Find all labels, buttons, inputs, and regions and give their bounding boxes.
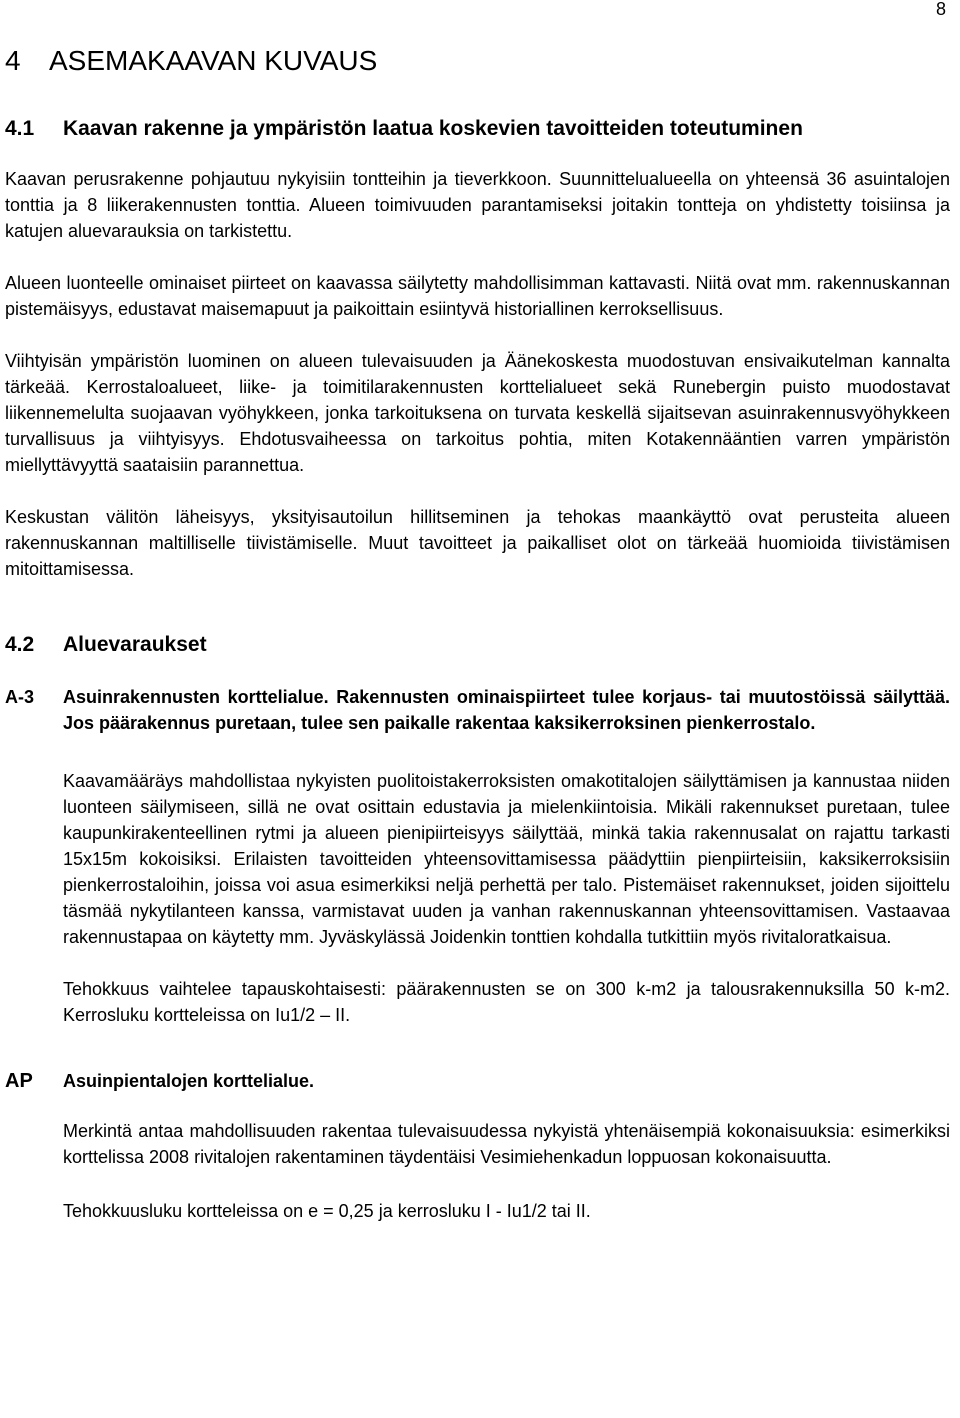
paragraph-densification: Keskustan välitön läheisyys, yksityisautoilun hillitseminen ja tehokas maankäyttö ovat perusteita alueen rakennuskannan maltilliselle tiivistämiselle. Muut tavoitteet ja paikalliset olot on tärkeää huomioida tiivistämisen mitoittamisessa.: [5, 507, 950, 579]
chapter-number: 4: [5, 45, 21, 76]
area-ap-paragraph-1: Merkintä antaa mahdollisuuden rakentaa tulevaisuudessa nykyistä yhtenäisempiä kokonaisuuksia: esimerkiksi korttelissa 2008 rivitalojen rakentaminen täydentäisi Vesimiehenkadun loppuosan kokonaisuutta.: [63, 1121, 950, 1167]
paragraph-structure: Kaavan perusrakenne pohjautuu nykyisiin tontteihin ja tieverkkoon. Suunnittelualueella on yhteensä 36 asuintalojen tonttia ja 8 liikerakennusten tonttia. Alueen toimivuuden parantamiseksi joitakin tontteja on yhdistetty toisiinsa ja katujen aluevarauksia on tarkistettu.: [5, 169, 950, 241]
section-4-2-number: 4.2: [5, 633, 35, 656]
section-4-2-heading: [5, 632, 950, 658]
section-4-1-heading: [5, 116, 950, 142]
area-ap-heading: Asuinpientalojen korttelialue.: [63, 1071, 315, 1091]
area-ap-block: [5, 1068, 950, 1224]
area-a3-code: A-3: [5, 687, 35, 707]
section-4-1-title: Kaavan rakenne ja ympäristön laatua koskevien tavoitteiden toteutuminen: [63, 117, 803, 140]
section-4-1-number: 4.1: [5, 117, 35, 140]
area-ap-paragraph-2: Tehokkuusluku kortteleissa on e = 0,25 ja kerrosluku I - Iu1/2 tai II.: [63, 1201, 591, 1221]
area-a3-paragraph-2: Tehokkuus vaihtelee tapauskohtaisesti: päärakennusten se on 300 k-m2 ja talousrakennuksilla 50 k-m2. Kerrosluku kortteleissa on Iu1/2 – II.: [63, 979, 950, 1025]
paragraph-environment: Viihtyisän ympäristön luominen on alueen tulevaisuuden ja Äänekoskesta muodostuvan ensivaikutelman kannalta tärkeää. Kerrostaloalueet, liike- ja toimitilarakennusten korttelialueet sekä Runebergin puisto muodostavat liikennemelulta suojaavan vyöhykkeen, jonka tarkoituksena on turvata keskellä sijaitsevan asuinrakennusvyöhykkeen turvallisuus ja viihtyisyys. Ehdotusvaiheessa on tarkoitus pohtia, miten Kotakennääntien varren ympäristön miellyttävyyttä saataisiin parannettua.: [5, 351, 950, 475]
area-ap-code: AP: [5, 1070, 33, 1092]
area-a3-block: [5, 684, 950, 1028]
chapter-title: ASEMAKAAVAN KUVAUS: [49, 45, 378, 76]
paragraph-character: Alueen luonteelle ominaiset piirteet on kaavassa säilytetty mahdollisimman kattavasti. Niitä ovat mm. rakennuskannan pistemäisyys, edustavat maisemapuut ja paikoittain esiintyvä historiallinen kerroksellisuus.: [5, 273, 950, 319]
area-a3-heading: Asuinrakennusten korttelialue. Rakennusten ominaispiirteet tulee korjaus- tai muutostöissä säilyttää. Jos päärakennus puretaan, tulee sen paikalle rakentaa kaksikerroksinen pienkerrostalo.: [63, 687, 950, 733]
area-a3-paragraph-1: Kaavamääräys mahdollistaa nykyisten puolitoistakerroksisten omakotitalojen säilyttämisen ja kannustaa niiden luonteen säilymiseen, sillä ne ovat osittain edustavia ja mielenkiintoisia. Mikäli rakennukset puretaan, tulee kaupunkirakenteellinen rytmi ja alueen pienipiirteisyys säilyttää, minkä takia rakennusalat on rajattu tarkasti 15x15m kokoisiksi. Erilaisten tavoitteiden yhteensovittamisessa päädyttiin pienpiirteisiin, kaksikerroksisiin pienkerrostaloihin, joissa voi asua esimerkiksi neljä perhettä per talo. Pistemäiset rakennukset, joiden sijoittelu täsmää nykytilanteen kanssa, varmistavat uuden ja vanhan rakennuskannan yhteensovittamisen. Vastaavaa rakennustapaa on käytetty mm. Jyväskylässä Joidenkin tonttien kohdalla tutkittiin myös rivitaloratkaisua.: [63, 771, 950, 947]
section-4-2-title: Aluevaraukset: [63, 633, 207, 656]
page-number: 8: [935, 0, 946, 19]
document-body: [5, 44, 950, 1224]
chapter-heading: [5, 44, 950, 78]
